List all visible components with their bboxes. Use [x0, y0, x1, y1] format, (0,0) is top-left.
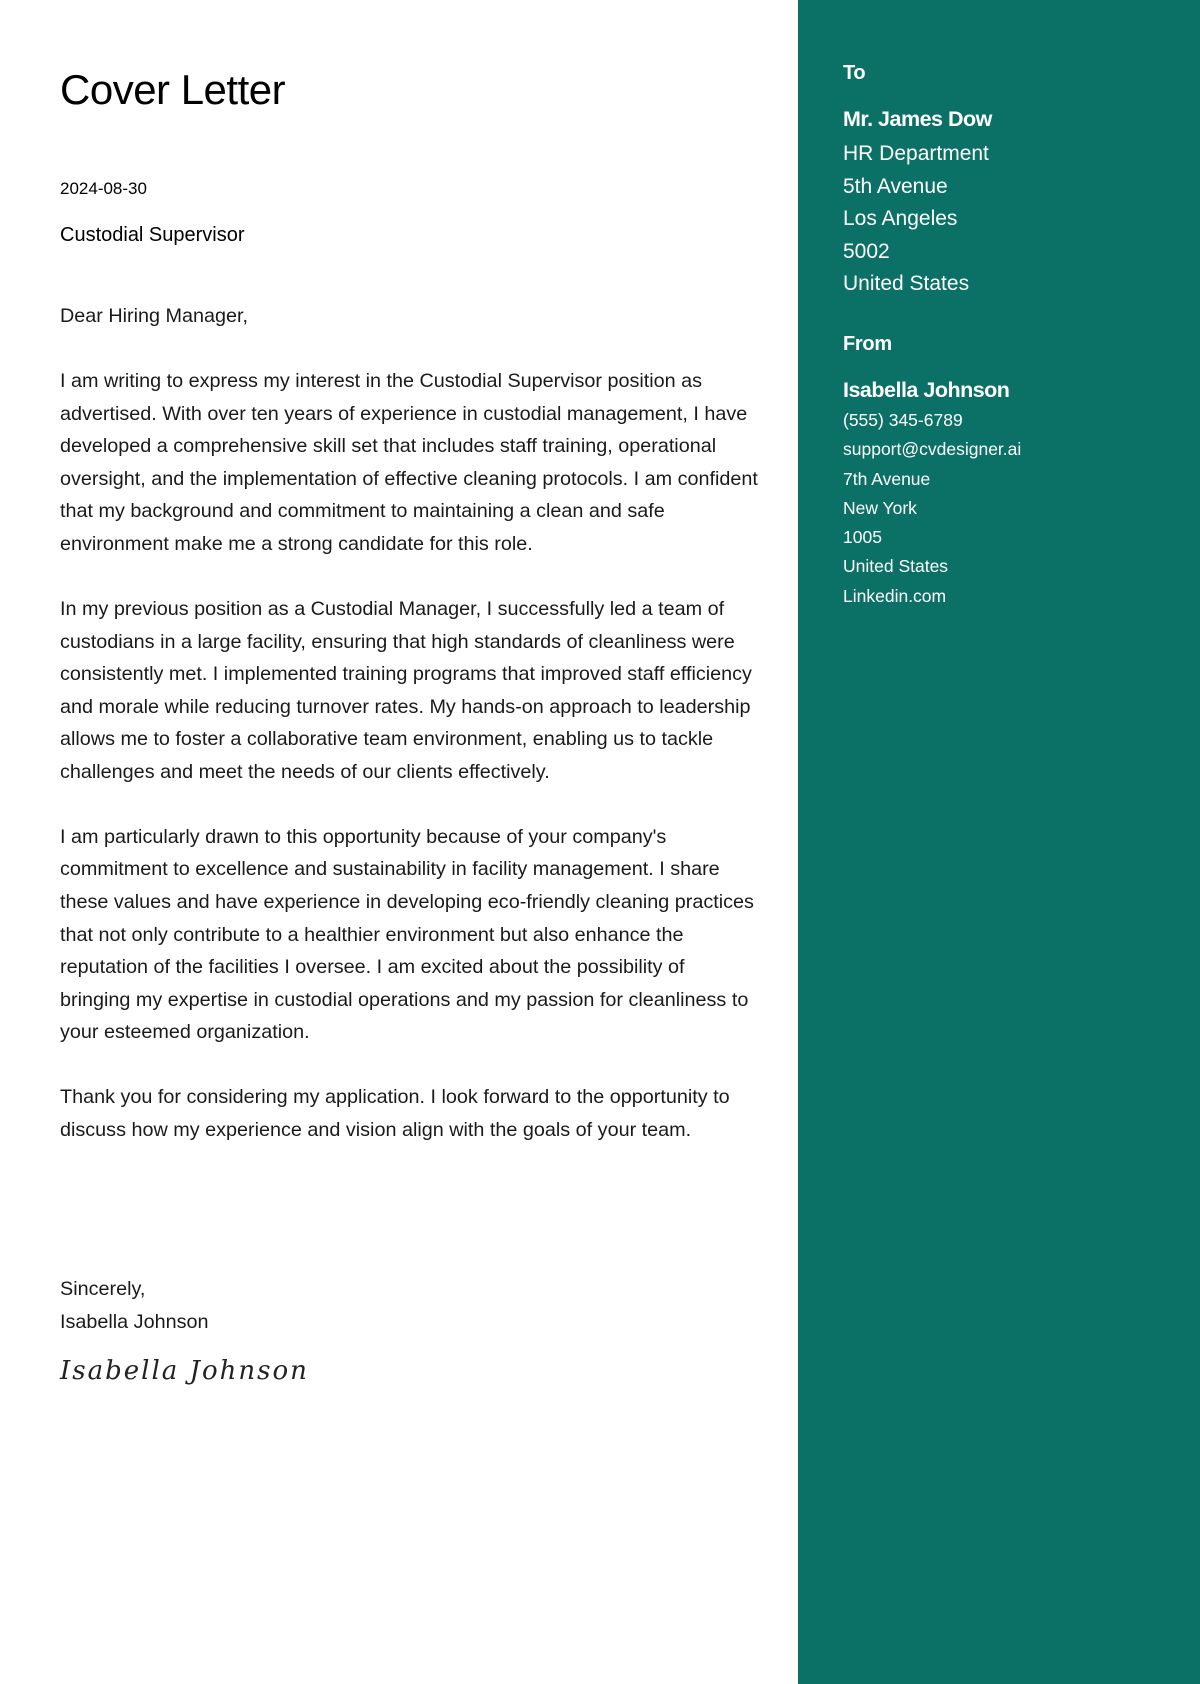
closing-salutation: Sincerely, [60, 1278, 146, 1300]
sender-phone: (555) 345-6789 [843, 410, 963, 430]
recipient-postal-code: 5002 [843, 239, 890, 263]
letter-text [60, 300, 760, 1179]
recipient-address [843, 138, 989, 301]
from-heading: From [843, 333, 892, 355]
paragraph-4: Thank you for considering my application. I look forward to the opportunity to discuss how my experience and vision align with the goals of your team. [60, 1086, 730, 1142]
recipient-name: Mr. James Dow [843, 107, 992, 131]
signature: Isabella Johnson [60, 1356, 309, 1386]
sender-street: 7th Avenue [843, 468, 931, 489]
sender-country: United States [843, 556, 949, 577]
contact-sidebar [798, 0, 1200, 1684]
sender-city: New York [843, 497, 917, 518]
sender-email: support@cvdesigner.ai [843, 439, 1022, 460]
closing-block [60, 1273, 208, 1338]
closing-name: Isabella Johnson [60, 1310, 209, 1333]
recipient-street: 5th Avenue [843, 174, 948, 198]
sender-details [843, 406, 1021, 611]
sender-postal-code: 1005 [843, 527, 882, 548]
greeting: Dear Hiring Manager, [60, 305, 249, 327]
recipient-department: HR Department [843, 142, 989, 165]
paragraph-2: In my previous position as a Custodial Manager, I successfully led a team of custodians in a large facility, ensuring that high standards of cleanliness were consistently met. I implemented training programs that improved staff efficiency and morale while reducing turnover rates. My hands-on approach to leadership allows me to foster a collaborative team environment, enabling us to tackle challenges and meet the needs of our clients effectively. [60, 597, 752, 783]
to-heading: To [843, 62, 866, 84]
paragraph-3: I am particularly drawn to this opportunity because of your company's commitment to excellence and sustainability in facility management. I share these values and have experience in developing eco-friendly cleaning practices that not only contribute to a healthier environment but also enhance the reputation of the facilities I oversee. I am excited about the possibility of bringing my expertise in custodial operations and my passion for cleanliness to your esteemed organization. [60, 825, 754, 1044]
page-title: Cover Letter [60, 66, 286, 113]
recipient-country: United States [843, 272, 970, 296]
letter-date: 2024-08-30 [60, 179, 147, 198]
paragraph-1: I am writing to express my interest in the Custodial Supervisor position as advertised. With over ten years of experience in custodial management, I have developed a comprehensive skill set that includes staff training, operational oversight, and the implementation of effective cleaning protocols. I am confident that my background and commitment to maintaining a clean and safe environment make me a strong candidate for this role. [60, 369, 758, 555]
job-title: Custodial Supervisor [60, 224, 245, 246]
sender-linkedin: Linkedin.com [843, 585, 947, 606]
recipient-city: Los Angeles [843, 207, 958, 231]
sender-name: Isabella Johnson [843, 378, 1010, 402]
